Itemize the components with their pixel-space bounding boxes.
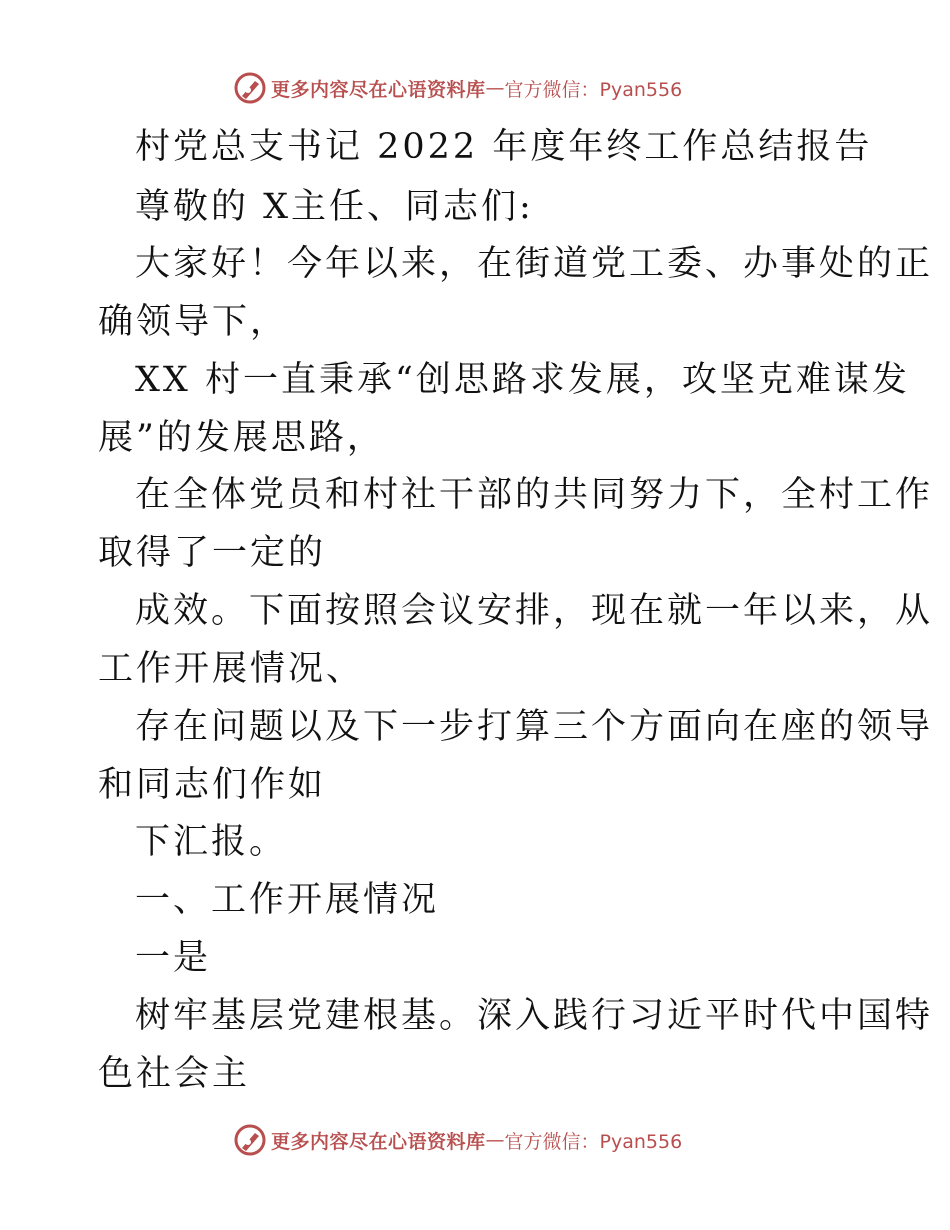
body-line: 下汇报。 bbox=[135, 822, 288, 862]
pen-logo-icon bbox=[233, 71, 267, 105]
pen-logo-icon bbox=[233, 1123, 267, 1157]
body-line: 取得了一定的 bbox=[98, 533, 327, 573]
footer-brand-text: 更多内容尽在心语资料库 bbox=[271, 1130, 486, 1153]
body-line: 工作开展情况、 bbox=[98, 649, 365, 689]
footer-dash: — bbox=[485, 1129, 505, 1151]
header-dash: — bbox=[485, 77, 505, 99]
body-line: 确领导下， bbox=[98, 302, 289, 342]
footer-contact-text: 官方微信：Pyan556 bbox=[504, 1130, 683, 1153]
body-line: 成效。下面按照会议安排，现在就一年以来，从 bbox=[135, 591, 934, 631]
body-line: XX 村一直秉承“创思路求发展，攻坚克难谋发 bbox=[135, 360, 910, 400]
section-heading: 一、工作开展情况 bbox=[135, 880, 440, 920]
body-line: 一是 bbox=[135, 938, 212, 978]
footer-banner bbox=[233, 1122, 682, 1158]
body-line: 存在问题以及下一步打算三个方面向在座的领导 bbox=[135, 707, 934, 747]
document-title: 村党总支书记 2022 年度年终工作总结报告 bbox=[135, 127, 873, 167]
body-line: 展”的发展思路， bbox=[98, 418, 385, 458]
header-banner bbox=[233, 70, 682, 106]
salutation-line: 尊敬的 X主任、同志们: bbox=[135, 187, 534, 227]
header-contact-text: 官方微信：Pyan556 bbox=[504, 78, 683, 101]
header-brand-text: 更多内容尽在心语资料库 bbox=[271, 78, 486, 101]
body-line: 树牢基层党建根基。深入践行习近平时代中国特 bbox=[135, 996, 934, 1036]
body-line: 色社会主 bbox=[98, 1054, 251, 1094]
body-line: 和同志们作如 bbox=[98, 765, 327, 805]
body-line: 大家好！今年以来，在街道党工委、办事处的正 bbox=[135, 244, 934, 284]
body-line: 在全体党员和村社干部的共同努力下，全村工作 bbox=[135, 475, 934, 515]
